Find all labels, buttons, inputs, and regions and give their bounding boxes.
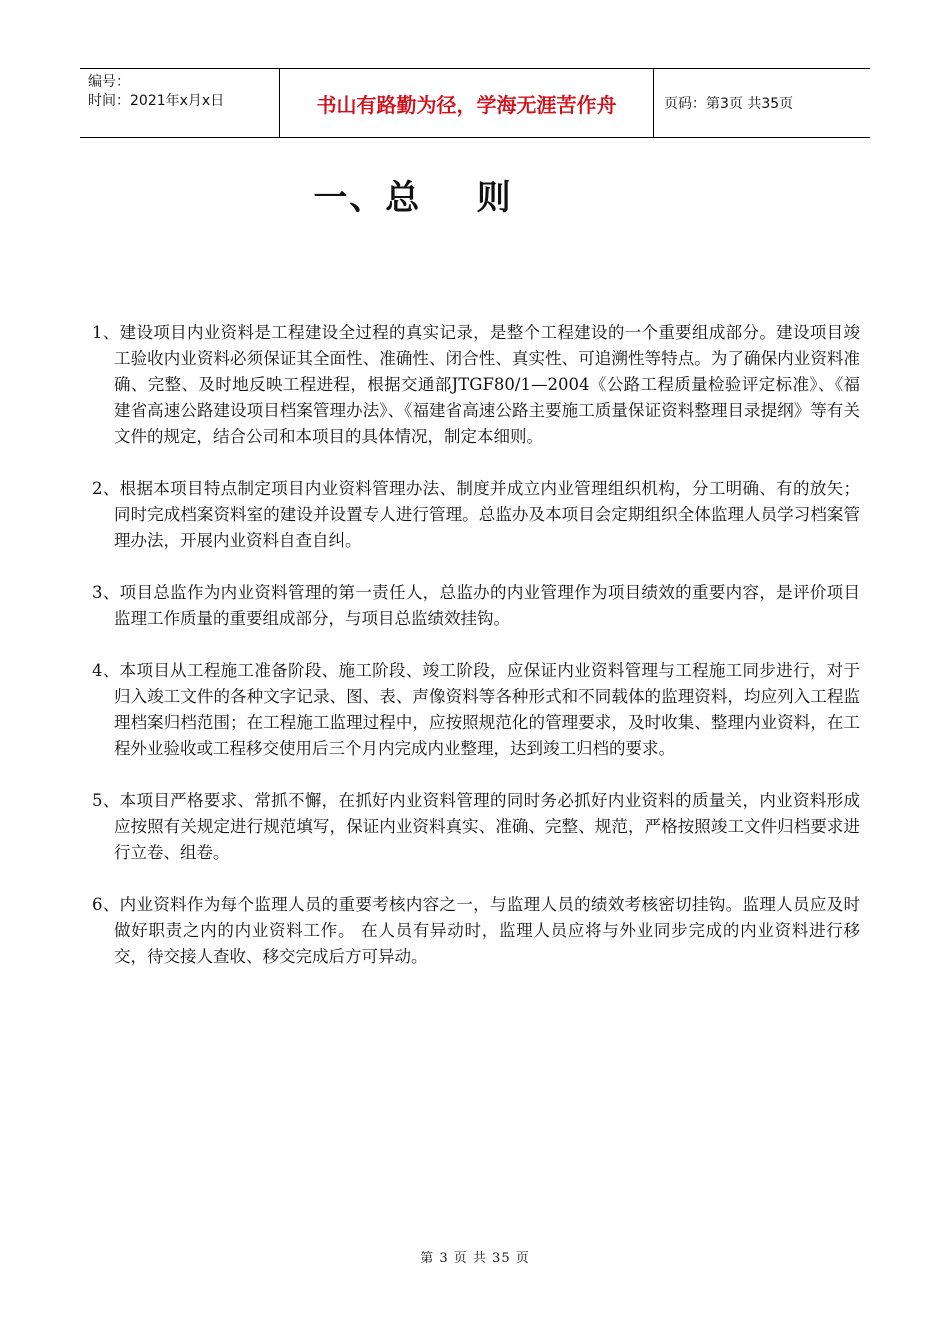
paragraph-3: 3、项目总监作为内业资料管理的第一责任人，总监办的内业管理作为项目绩效的重要内容，是评价项目监理工作质量的重要组成部分，与项目总监绩效挂钩。 [92, 583, 860, 628]
paragraph-1: 1、建设项目内业资料是工程建设全过程的真实记录，是整个工程建设的一个重要组成部分。建设项目竣工验收内业资料必须保证其全面性、准确性、闭合性、真实性、可追溯性等特点。为了确保内业资料准确、完整、及时地反映工程进程，根据交通部JTGF80/1—2004《公路工程质量检验评定标准》、《福建省高速公路建设项目档案管理办法》、《福建省高速公路主要施工质量保证资料整理目录提纲》等有关文件的规定，结合公司和本项目的具体情况，制定本细则。 [92, 323, 860, 446]
document-time-label: 时间：2021年x月x日 [88, 93, 225, 109]
paragraph-4: 4、本项目从工程施工准备阶段、施工阶段、竣工阶段，应保证内业资料管理与工程施工同步进行，对于归入竣工文件的各种文字记录、图、表、声像资料等各种形式和不同载体的监理资料，均应列入工程监理档案归档范围；在工程施工监理过程中，应按照规范化的管理要求，及时收集、整理内业资料，在工程外业验收或工程移交使用后三个月内完成内业整理，达到竣工归档的要求。 [92, 661, 860, 758]
page-footer: 第 3 页 共 35 页 [420, 1251, 530, 1266]
header-page-info: 页码：第3页 共35页 [664, 96, 794, 112]
paragraph-6: 6、内业资料作为每个监理人员的重要考核内容之一，与监理人员的绩效考核密切挂钩。监理人员应及时做好职责之内的内业资料工作。 在人员有异动时，监理人员应将与外业同步完成的内业资料进行移交，待交接人查收、移交完成后方可异动。 [92, 895, 860, 966]
document-body [92, 320, 860, 996]
page-header [80, 68, 870, 138]
paragraph-2: 2、根据本项目特点制定项目内业资料管理办法、制度并成立内业管理组织机构，分工明确、有的放矢；同时完成档案资料室的建设并设置专人进行管理。总监办及本项目会定期组织全体监理人员学习档案管理办法，开展内业资料自查自纠。 [92, 479, 860, 550]
section-title: 一、总 则 [313, 178, 513, 218]
document-number-label: 编号： [88, 74, 130, 90]
header-motto: 书山有路勤为径，学海无涯苦作舟 [280, 69, 654, 137]
header-meta-cell [80, 69, 280, 137]
paragraph-5: 5、本项目严格要求、常抓不懈，在抓好内业资料管理的同时务必抓好内业资料的质量关，内业资料形成应按照有关规定进行规范填写，保证内业资料真实、准确、完整、规范，严格按照竣工文件归档要求进行立卷、组卷。 [92, 791, 860, 862]
